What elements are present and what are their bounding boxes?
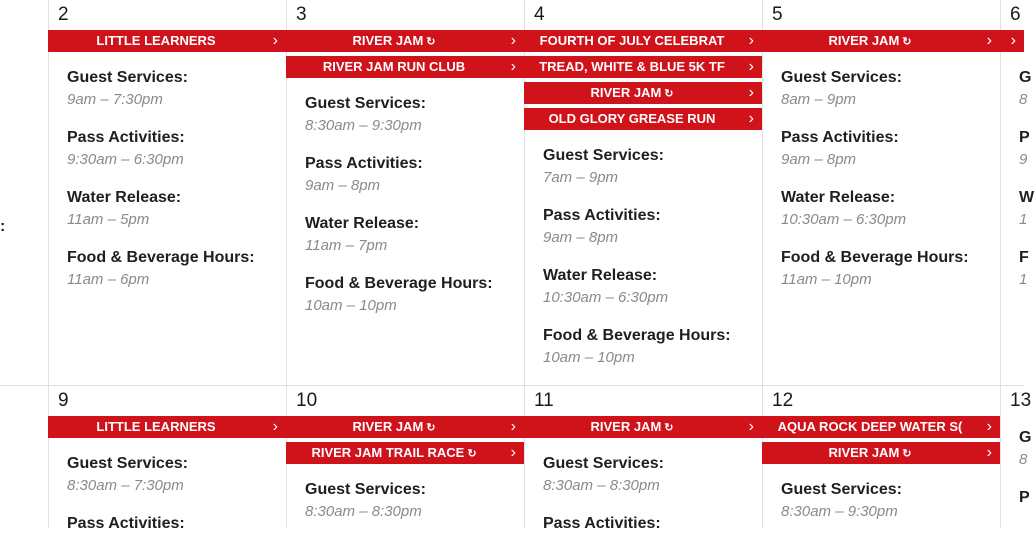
event-bar[interactable] xyxy=(286,30,524,52)
hours-label: Guest Services: xyxy=(543,455,664,472)
hours-item xyxy=(305,213,518,257)
hours-value: 8am – 9pm xyxy=(781,91,857,108)
hours-list xyxy=(543,145,756,385)
hours-item xyxy=(305,153,518,197)
event-label xyxy=(48,416,264,438)
day-number: 11 xyxy=(534,390,554,411)
event-list xyxy=(762,30,1000,56)
event-list xyxy=(286,416,524,468)
event-label xyxy=(524,416,740,439)
event-bar[interactable] xyxy=(762,30,1000,52)
event-bar[interactable] xyxy=(524,30,762,52)
event-bar[interactable] xyxy=(286,56,524,78)
repeat-icon: ↻ xyxy=(664,88,674,100)
hours-list xyxy=(67,67,280,307)
event-bar[interactable] xyxy=(762,416,1000,438)
hours-value: 9am – 7:30pm xyxy=(67,91,163,108)
event-label xyxy=(286,30,502,53)
hours-value: 11am – 5pm xyxy=(67,211,150,228)
event-label xyxy=(286,56,502,78)
event-bar[interactable] xyxy=(524,56,762,78)
hours-value: 8:30am – 7:30pm xyxy=(67,477,184,494)
hours-label: Water Release: xyxy=(67,189,182,206)
hours-list xyxy=(543,453,756,551)
repeat-icon: ↻ xyxy=(664,422,674,434)
event-title: RIVER JAM RUN CLUB xyxy=(322,59,466,74)
chevron-right-icon: › xyxy=(748,84,754,101)
event-list xyxy=(286,30,524,82)
event-bar[interactable] xyxy=(524,416,762,438)
hours-list xyxy=(305,479,518,539)
hours-item xyxy=(305,93,518,137)
event-bar[interactable] xyxy=(524,82,762,104)
event-label xyxy=(524,82,740,105)
hours-label: Pass Activities: xyxy=(67,515,185,532)
hours-value: 9:30am – 6:30pm xyxy=(67,151,184,168)
hours-label: Pass Activities: xyxy=(67,129,185,146)
hours-label: Pass Activities: xyxy=(781,129,899,146)
day-number: 12 xyxy=(772,390,794,411)
hours-label: Food & Beverage Hours: xyxy=(67,249,255,266)
day-number: 2 xyxy=(58,4,69,25)
event-bar[interactable] xyxy=(1000,30,1024,52)
event-title: AQUA ROCK DEEP WATER S( xyxy=(777,419,963,434)
event-title: TREAD, WHITE & BLUE 5K TF xyxy=(539,59,725,74)
repeat-icon: ↻ xyxy=(902,36,912,48)
event-title: RIVER JAM xyxy=(828,445,900,460)
event-label xyxy=(524,108,740,130)
day-cell[interactable] xyxy=(762,0,1000,385)
hours-value: 10am – 10pm xyxy=(305,297,397,314)
hours-item xyxy=(543,205,756,249)
hours-list xyxy=(305,93,518,333)
event-title: RIVER JAM TRAIL RACE xyxy=(311,445,465,460)
chevron-right-icon: › xyxy=(1010,32,1016,49)
day-number: 10 xyxy=(296,390,318,411)
event-bar[interactable] xyxy=(286,442,524,464)
day-number: 3 xyxy=(296,4,307,25)
hours-label: Food & Beverage Hours: xyxy=(305,275,493,292)
hours-item xyxy=(543,325,756,369)
hours-label: Water Release: xyxy=(543,267,658,284)
event-title: RIVER JAM xyxy=(352,33,424,48)
hours-value: 8:30am – 9:30pm xyxy=(305,117,422,134)
hours-value: 11am – 7pm xyxy=(305,237,388,254)
hours-value: 11am – 6pm xyxy=(67,271,150,288)
hours-value: 10:30am – 6:30pm xyxy=(781,211,907,228)
hours-value: 9am – 8pm xyxy=(305,177,381,194)
repeat-icon: ↻ xyxy=(426,422,436,434)
hours-value: 10am – 10pm xyxy=(543,349,635,366)
hours-label: Pass Activities: xyxy=(305,155,423,172)
event-label xyxy=(286,416,502,439)
day-cell[interactable] xyxy=(286,386,524,528)
previous-column-fragment: : xyxy=(0,218,6,235)
event-bar[interactable] xyxy=(762,442,1000,464)
day-number: 9 xyxy=(58,390,69,411)
hours-list xyxy=(781,67,994,307)
repeat-icon: ↻ xyxy=(426,36,436,48)
event-label xyxy=(762,416,978,438)
hours-item xyxy=(305,479,518,523)
event-list xyxy=(762,416,1000,468)
hours-value: 10:30am – 6:30pm xyxy=(543,289,669,306)
event-list xyxy=(48,416,286,442)
day-cell[interactable] xyxy=(524,0,762,385)
hours-value: 8:30am – 9:30pm xyxy=(781,503,898,520)
chevron-right-icon: › xyxy=(986,32,992,49)
hours-item xyxy=(543,453,756,497)
hours-item xyxy=(781,187,994,231)
hours-label: Guest Services: xyxy=(305,481,426,498)
event-title: RIVER JAM xyxy=(828,33,900,48)
chevron-right-icon: › xyxy=(510,444,516,461)
hours-value: 8:30am – 8:30pm xyxy=(305,503,422,520)
hours-item xyxy=(67,513,280,535)
hours-item xyxy=(67,187,280,231)
hours-label: Food & Beverage Hours: xyxy=(543,327,731,344)
hours-item xyxy=(67,127,280,171)
hours-item xyxy=(543,265,756,309)
chevron-right-icon: › xyxy=(748,32,754,49)
day-cell[interactable] xyxy=(524,386,762,532)
event-bar[interactable] xyxy=(524,108,762,130)
hours-value: 8:30am – 8:30pm xyxy=(543,477,660,494)
hours-item xyxy=(781,67,994,111)
event-label xyxy=(286,442,502,465)
day-cell[interactable] xyxy=(762,386,1000,528)
hours-item xyxy=(305,273,518,317)
event-bar[interactable] xyxy=(48,416,286,438)
day-cell[interactable] xyxy=(48,0,286,385)
event-title: OLD GLORY GREASE RUN xyxy=(548,111,716,126)
hours-label: Guest Services: xyxy=(305,95,426,112)
chevron-right-icon: › xyxy=(510,58,516,75)
hours-label: Pass Activities: xyxy=(543,515,661,532)
hours-item xyxy=(543,145,756,189)
hours-item xyxy=(781,127,994,171)
event-title: RIVER JAM xyxy=(352,419,424,434)
event-bar[interactable] xyxy=(48,30,286,52)
hours-label: Food & Beverage Hours: xyxy=(781,249,969,266)
day-number: 4 xyxy=(534,4,545,25)
event-bar[interactable] xyxy=(286,416,524,438)
hours-label: Pass Activities: xyxy=(543,207,661,224)
event-title: LITTLE LEARNERS xyxy=(96,33,216,48)
hours-item xyxy=(781,247,994,291)
day-number: 13 xyxy=(1010,390,1032,411)
event-label xyxy=(762,30,978,53)
event-list xyxy=(48,30,286,56)
hours-item xyxy=(67,67,280,111)
day-cell[interactable] xyxy=(286,0,524,385)
hours-label: Guest Services: xyxy=(67,455,188,472)
hours-value: 9am – 8pm xyxy=(781,151,857,168)
hours-value: 9am – 8pm xyxy=(543,229,619,246)
event-list xyxy=(524,416,762,442)
chevron-right-icon: › xyxy=(272,32,278,49)
day-number: 5 xyxy=(772,4,783,25)
hours-label: Water Release: xyxy=(305,215,420,232)
day-cell[interactable]: 13 G 8 P xyxy=(1010,390,1032,506)
event-label xyxy=(524,56,740,78)
chevron-right-icon: › xyxy=(986,444,992,461)
chevron-right-icon: › xyxy=(748,58,754,75)
chevron-right-icon: › xyxy=(748,110,754,127)
day-cell[interactable] xyxy=(48,386,286,532)
event-label xyxy=(48,30,264,52)
event-list xyxy=(1000,30,1024,56)
day-number: 6 xyxy=(1010,4,1021,25)
hours-label: Guest Services: xyxy=(781,69,902,86)
hours-label: Guest Services: xyxy=(67,69,188,86)
event-title: LITTLE LEARNERS xyxy=(96,419,216,434)
chevron-right-icon: › xyxy=(748,418,754,435)
event-list xyxy=(524,30,762,134)
event-label xyxy=(762,442,978,465)
event-title: FOURTH OF JULY CELEBRAT xyxy=(539,33,725,48)
event-label xyxy=(524,30,740,52)
repeat-icon: ↻ xyxy=(467,448,477,460)
chevron-right-icon: › xyxy=(986,418,992,435)
chevron-right-icon: › xyxy=(510,418,516,435)
hours-item xyxy=(781,479,994,523)
event-title: RIVER JAM xyxy=(590,85,662,100)
hours-item xyxy=(67,247,280,291)
hours-list xyxy=(781,479,994,539)
hours-list xyxy=(67,453,280,551)
hours-item xyxy=(543,513,756,535)
hours-value: 7am – 9pm xyxy=(543,169,619,186)
day-cell[interactable]: 6 › G 8 P 9 W 1 F 1 xyxy=(1000,0,1024,385)
repeat-icon: ↻ xyxy=(902,448,912,460)
event-title: RIVER JAM xyxy=(590,419,662,434)
hours-label: Water Release: xyxy=(781,189,896,206)
chevron-right-icon: › xyxy=(272,418,278,435)
chevron-right-icon: › xyxy=(510,32,516,49)
hours-label: Guest Services: xyxy=(543,147,664,164)
hours-item xyxy=(67,453,280,497)
hours-label: Guest Services: xyxy=(781,481,902,498)
hours-value: 11am – 10pm xyxy=(781,271,872,288)
